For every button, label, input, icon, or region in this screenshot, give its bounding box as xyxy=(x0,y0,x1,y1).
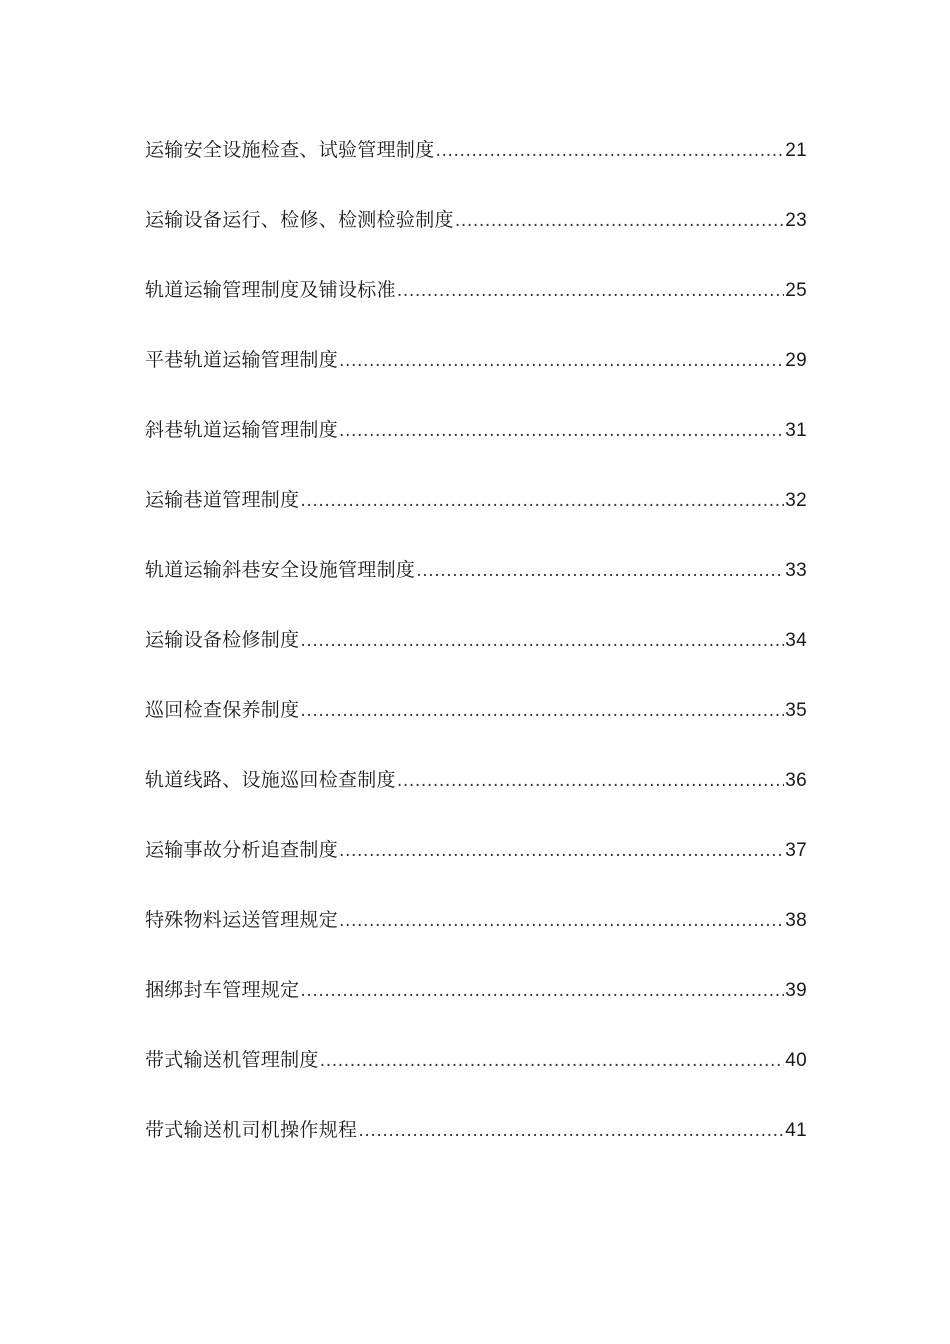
toc-dot-leader xyxy=(455,203,784,239)
toc-entry-title: 运输巷道管理制度 xyxy=(145,489,300,511)
toc-dot-leader xyxy=(339,343,784,379)
table-of-contents xyxy=(145,132,807,1182)
toc-entry[interactable] xyxy=(145,132,807,202)
toc-entry-title: 轨道运输斜巷安全设施管理制度 xyxy=(145,559,416,581)
toc-dot-leader xyxy=(300,973,784,1009)
toc-entry-page: 37 xyxy=(785,840,807,861)
toc-dot-leader xyxy=(339,903,784,939)
toc-entry-title: 平巷轨道运输管理制度 xyxy=(145,349,339,371)
toc-dot-leader xyxy=(339,833,784,869)
toc-entry-page: 34 xyxy=(785,630,807,651)
toc-entry[interactable] xyxy=(145,972,807,1042)
toc-entry-title: 运输安全设施检查、试验管理制度 xyxy=(145,139,435,161)
toc-entry[interactable] xyxy=(145,342,807,412)
toc-entry[interactable] xyxy=(145,832,807,902)
toc-dot-leader xyxy=(300,483,784,519)
toc-entry-title: 运输设备运行、检修、检测检验制度 xyxy=(145,209,454,231)
toc-dot-leader xyxy=(436,133,785,169)
toc-entry-title: 斜巷轨道运输管理制度 xyxy=(145,419,339,441)
toc-entry-page: 36 xyxy=(785,770,807,791)
toc-entry-page: 39 xyxy=(785,980,807,1001)
toc-dot-leader xyxy=(358,1113,784,1149)
toc-entry[interactable] xyxy=(145,202,807,272)
toc-entry[interactable] xyxy=(145,482,807,552)
toc-entry-page: 41 xyxy=(785,1120,807,1141)
toc-entry-page: 25 xyxy=(785,280,807,301)
toc-entry[interactable] xyxy=(145,622,807,692)
toc-dot-leader xyxy=(416,553,784,589)
toc-entry-title: 带式输送机司机操作规程 xyxy=(145,1119,358,1141)
toc-dot-leader xyxy=(300,693,784,729)
toc-entry-page: 32 xyxy=(785,490,807,511)
toc-dot-leader xyxy=(300,623,784,659)
toc-entry[interactable] xyxy=(145,1112,807,1182)
toc-entry[interactable] xyxy=(145,412,807,482)
toc-entry-page: 33 xyxy=(785,560,807,581)
toc-entry-page: 29 xyxy=(785,350,807,371)
toc-dot-leader xyxy=(397,273,784,309)
toc-entry-title: 巡回检查保养制度 xyxy=(145,699,300,721)
toc-entry[interactable] xyxy=(145,902,807,972)
toc-entry-title: 捆绑封车管理规定 xyxy=(145,979,300,1001)
toc-entry[interactable] xyxy=(145,552,807,622)
toc-entry-title: 轨道线路、设施巡回检查制度 xyxy=(145,769,396,791)
toc-entry-page: 23 xyxy=(785,210,807,231)
toc-entry[interactable] xyxy=(145,1042,807,1112)
toc-entry-page: 21 xyxy=(785,140,807,161)
toc-entry-page: 40 xyxy=(785,1050,807,1071)
toc-dot-leader xyxy=(397,763,784,799)
toc-entry[interactable] xyxy=(145,762,807,832)
toc-entry-page: 35 xyxy=(785,700,807,721)
toc-entry-title: 特殊物料运送管理规定 xyxy=(145,909,339,931)
toc-entry-page: 38 xyxy=(785,910,807,931)
toc-entry-title: 带式输送机管理制度 xyxy=(145,1049,319,1071)
toc-dot-leader xyxy=(320,1043,785,1079)
toc-dot-leader xyxy=(339,413,784,449)
toc-entry-page: 31 xyxy=(785,420,807,441)
toc-entry[interactable] xyxy=(145,272,807,342)
toc-entry-title: 轨道运输管理制度及铺设标准 xyxy=(145,279,396,301)
toc-entry[interactable] xyxy=(145,692,807,762)
toc-entry-title: 运输事故分析追查制度 xyxy=(145,839,339,861)
toc-entry-title: 运输设备检修制度 xyxy=(145,629,300,651)
